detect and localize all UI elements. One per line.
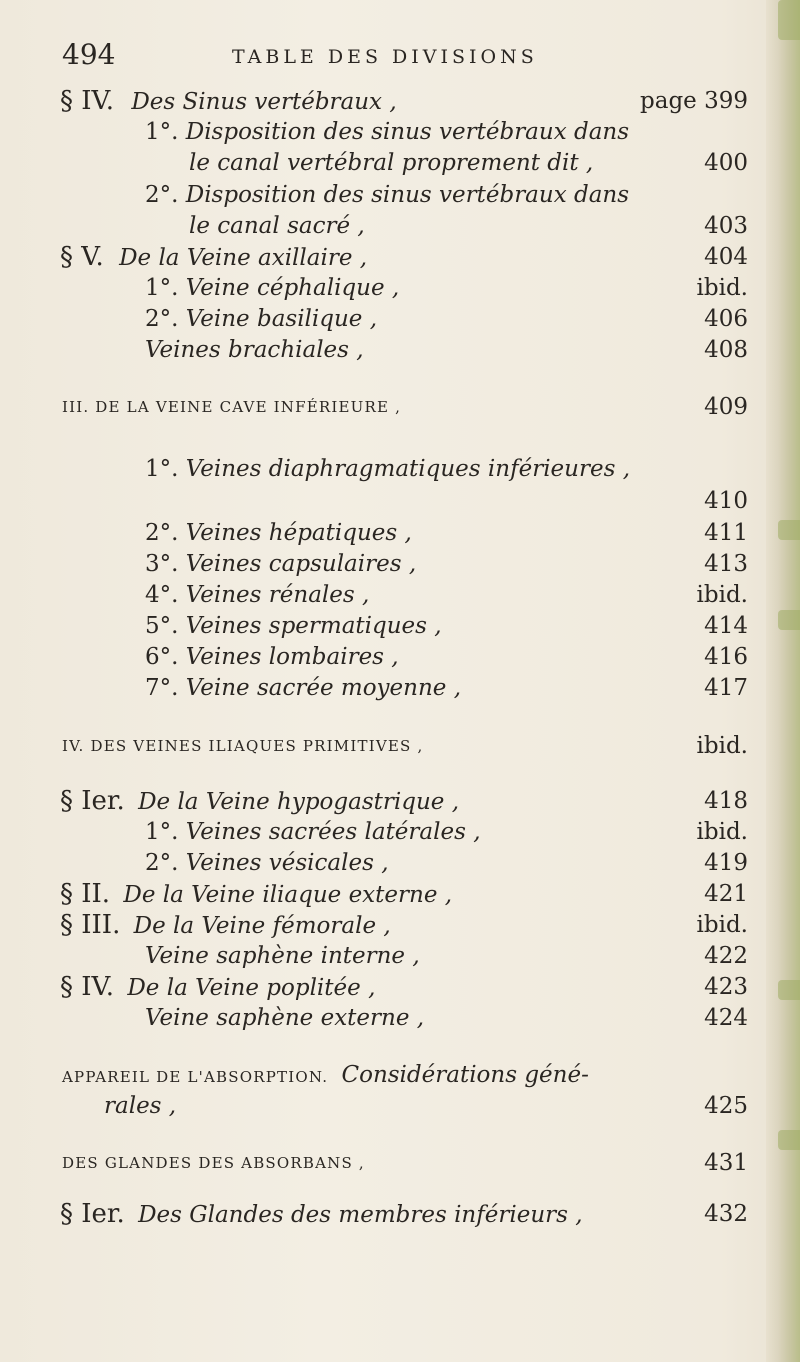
toc-entry <box>60 970 375 1004</box>
toc-entry <box>60 877 452 911</box>
entry-mark: 5°. <box>145 613 179 639</box>
entry-page: page 399 <box>640 88 748 114</box>
entry-title: De la Veine iliaque externe , <box>123 882 453 908</box>
entry-title: De la Veine poplitée , <box>127 975 376 1001</box>
entry-mark: § Ier. <box>60 786 125 816</box>
entry-mark: 2°. <box>145 850 179 876</box>
toc-entry <box>145 671 461 705</box>
entry-title: Veines rénales , <box>185 582 370 608</box>
entry-page: 423 <box>704 974 748 1000</box>
entry-title: Veines vésicales , <box>185 850 389 876</box>
entry-title: Veine saphène interne , <box>145 943 420 969</box>
entry-mark: 6°. <box>145 644 179 670</box>
toc-entry <box>60 784 459 818</box>
page-edge <box>766 0 800 1362</box>
entry-page: 411 <box>704 520 748 546</box>
toc-entry <box>145 452 630 486</box>
entry-title: Veine saphène externe , <box>145 1005 425 1031</box>
edge-stain <box>778 980 800 1000</box>
entry-title: le canal vertébral proprement dit , <box>189 150 594 176</box>
toc-entry <box>145 578 369 612</box>
entry-title: Veines capsulaires , <box>185 551 417 577</box>
entry-page: 416 <box>704 644 748 670</box>
entry-page: 404 <box>704 244 748 270</box>
toc-entry <box>145 516 412 550</box>
entry-title: De la Veine fémorale , <box>133 913 391 939</box>
entry-page: 409 <box>704 394 748 420</box>
entry-page: ibid. <box>696 912 748 938</box>
entry-title: Considérations géné- <box>341 1062 589 1088</box>
entry-page: 400 <box>704 150 748 176</box>
toc-entry <box>60 84 397 118</box>
entry-page: ibid. <box>696 733 748 759</box>
entry-mark: 4°. <box>145 582 179 608</box>
entry-page: 419 <box>704 850 748 876</box>
entry-mark: § III. <box>60 910 121 940</box>
entry-mark: § II. <box>60 879 111 909</box>
page-number: 494 <box>62 38 116 71</box>
entry-page: 425 <box>704 1093 748 1119</box>
section-heading: IV. DES VEINES ILIAQUES PRIMITIVES , <box>62 737 424 755</box>
entry-page: 417 <box>704 675 748 701</box>
entry-page: ibid. <box>696 582 748 608</box>
entry-page: 418 <box>704 788 748 814</box>
toc-entry <box>145 609 442 643</box>
toc-entry <box>145 815 481 849</box>
entry-page: 431 <box>704 1150 748 1176</box>
entry-page: ibid. <box>696 275 748 301</box>
entry-page: 408 <box>704 337 748 363</box>
edge-stain <box>778 1130 800 1150</box>
edge-stain <box>778 610 800 630</box>
section-heading: DES GLANDES DES ABSORBANS , <box>62 1154 365 1172</box>
section-heading: APPAREIL DE L'ABSORPTION. <box>62 1068 329 1086</box>
edge-stain <box>778 0 800 40</box>
entry-title: De la Veine hypogastrique , <box>138 789 459 815</box>
toc-entry <box>145 271 399 305</box>
entry-page: 432 <box>704 1201 748 1227</box>
entry-title: Veines hépatiques , <box>185 520 412 546</box>
toc-entry <box>60 1197 583 1231</box>
entry-mark: 7°. <box>145 675 179 701</box>
entry-title: rales , <box>104 1093 177 1119</box>
entry-title: Veine sacrée moyenne , <box>185 675 462 701</box>
entry-mark: 1°. <box>145 456 179 482</box>
entry-title: Veines sacrées latérales , <box>185 819 481 845</box>
entry-mark: 1°. <box>145 819 179 845</box>
toc-entry <box>145 115 629 149</box>
entry-title: Veines diaphragmatiques inférieures , <box>185 456 631 482</box>
entry-mark: § Ier. <box>60 1199 125 1229</box>
entry-mark: 3°. <box>145 551 179 577</box>
entry-page: 424 <box>704 1005 748 1031</box>
entry-page: 422 <box>704 943 748 969</box>
toc-entry <box>145 846 389 880</box>
entry-title: Veines lombaires , <box>185 644 399 670</box>
toc-entry <box>60 908 391 942</box>
entry-title: Disposition des sinus vertébraux dans <box>185 119 630 145</box>
toc-entry <box>60 240 367 274</box>
entry-title: le canal sacré , <box>189 213 365 239</box>
toc-entry <box>145 640 399 674</box>
toc-entry <box>62 1058 589 1092</box>
entry-page: 403 <box>704 213 748 239</box>
entry-title: Veines brachiales , <box>145 337 364 363</box>
toc-entry <box>145 302 377 336</box>
entry-page: 410 <box>704 488 748 514</box>
toc-entry <box>145 178 629 212</box>
entry-mark: § IV. <box>60 972 115 1002</box>
entry-title: Disposition des sinus vertébraux dans <box>185 182 630 208</box>
entry-mark: 2°. <box>145 520 179 546</box>
section-heading: III. DE LA VEINE CAVE INFÉRIEURE , <box>62 398 402 416</box>
toc-entry <box>145 547 416 581</box>
entry-mark: 1°. <box>145 275 179 301</box>
entry-title: Veine basilique , <box>185 306 378 332</box>
entry-mark: 2°. <box>145 182 179 208</box>
entry-title: Des Sinus vertébraux , <box>131 89 397 115</box>
entry-page: ibid. <box>696 819 748 845</box>
entry-title: Veine céphalique , <box>185 275 400 301</box>
entry-mark: 1°. <box>145 119 179 145</box>
entry-page: 421 <box>704 881 748 907</box>
entry-page: 413 <box>704 551 748 577</box>
running-title: TABLE DES DIVISIONS <box>232 46 538 68</box>
edge-stain <box>778 520 800 540</box>
entry-mark: § V. <box>60 242 104 272</box>
entry-page: 414 <box>704 613 748 639</box>
entry-mark: 2°. <box>145 306 179 332</box>
entry-mark: § IV. <box>60 86 115 116</box>
entry-title: De la Veine axillaire , <box>119 245 368 271</box>
entry-title: Veines spermatiques , <box>185 613 442 639</box>
entry-page: 406 <box>704 306 748 332</box>
entry-title: Des Glandes des membres inférieurs , <box>138 1202 583 1228</box>
